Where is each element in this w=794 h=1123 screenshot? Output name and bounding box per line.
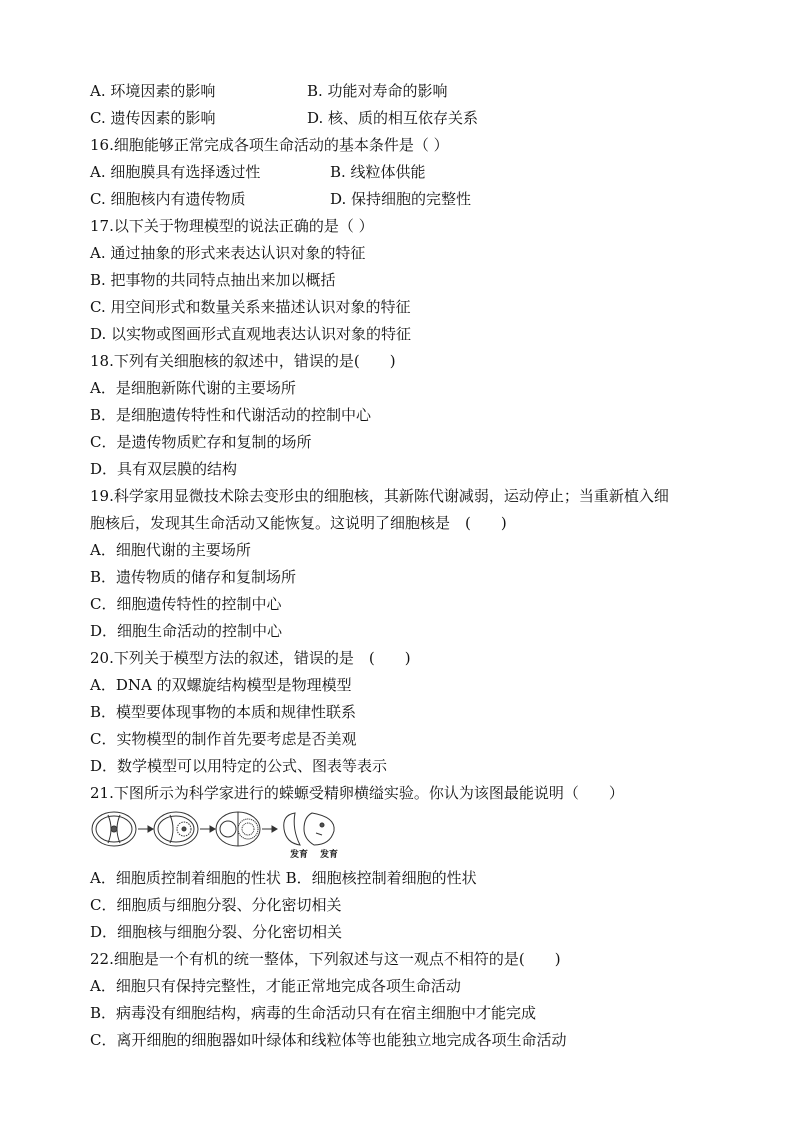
- q16-stem: 16.细胞能够正常完成各项生命活动的基本条件是（ ）: [90, 136, 449, 154]
- q22-option-b[interactable]: B．病毒没有细胞结构，病毒的生命活动只有在宿主细胞中才能完成: [90, 1004, 537, 1022]
- experiment-diagram: [90, 809, 360, 849]
- q16-options-row-2: [90, 186, 720, 213]
- q19-stem-line-1: 19.科学家用显微技术除去变形虫的细胞核，其新陈代谢减弱，运动停止；当重新植入细: [90, 487, 669, 505]
- stage-4-halves-icon: [284, 813, 334, 845]
- q19-option-b[interactable]: B．遗传物质的储存和复制场所: [90, 568, 297, 586]
- stage-1-egg-icon: [92, 812, 136, 846]
- q20-option-c[interactable]: C．实物模型的制作首先要考虑是否美观: [90, 730, 357, 748]
- q22-option-c[interactable]: C．离开细胞的细胞器如叶绿体和线粒体等也能独立地完成各项生命活动: [90, 1031, 567, 1049]
- q15-option-c[interactable]: C. 遗传因素的影响: [90, 109, 216, 127]
- q16-option-c[interactable]: C. 细胞核内有遗传物质: [90, 190, 246, 208]
- figure-label-develop-left: 发育: [290, 850, 309, 860]
- q18-option-d[interactable]: D．具有双层膜的结构: [90, 460, 238, 478]
- q16-option-b[interactable]: B. 线粒体供能: [330, 163, 426, 181]
- q21-option-ab[interactable]: A．细胞质控制着细胞的性状 B．细胞核控制着细胞的性状: [90, 869, 477, 887]
- q22-option-a[interactable]: A．细胞只有保持完整性，才能正常地完成各项生命活动: [90, 977, 461, 995]
- q21-option-d[interactable]: D．细胞核与细胞分裂、分化密切相关: [90, 923, 343, 941]
- q18-option-c[interactable]: C．是遗传物质贮存和复制的场所: [90, 433, 312, 451]
- arrow-icon: [138, 826, 153, 832]
- q17-option-c[interactable]: C. 用空间形式和数量关系来描述认识对象的特征: [90, 298, 411, 316]
- q21-stem: 21.下图所示为科学家进行的蝾螈受精卵横缢实验。你认为该图最能说明（ ）: [90, 784, 624, 802]
- q22-stem: 22.细胞是一个有机的统一整体，下列叙述与这一观点不相符的是( ): [90, 950, 561, 968]
- q19-option-c[interactable]: C．细胞遗传特性的控制中心: [90, 595, 282, 613]
- q19-stem-line-2: 胞核后，发现其生命活动又能恢复。这说明了细胞核是 ( ): [90, 514, 507, 532]
- q15-option-a[interactable]: A. 环境因素的影响: [90, 82, 216, 100]
- q15-options-row-2: [90, 105, 720, 132]
- stage-3-egg-icon: [216, 812, 260, 846]
- q18-option-b[interactable]: B．是细胞遗传特性和代谢活动的控制中心: [90, 406, 372, 424]
- q17-option-a[interactable]: A. 通过抽象的形式来表达认识对象的特征: [90, 244, 366, 262]
- arrow-icon: [262, 826, 277, 832]
- figure-label-develop-right: 发育: [320, 850, 339, 860]
- q16-option-d[interactable]: D. 保持细胞的完整性: [330, 190, 472, 208]
- q19-option-d[interactable]: D．细胞生命活动的控制中心: [90, 622, 283, 640]
- question-list: [90, 78, 720, 1054]
- q15-option-d[interactable]: D. 核、质的相互依存关系: [307, 109, 479, 127]
- q18-stem: 18.下列有关细胞核的叙述中，错误的是( ): [90, 352, 396, 370]
- newt-egg-constriction-figure: [90, 807, 720, 865]
- q15-option-b[interactable]: B. 功能对寿命的影响: [307, 82, 448, 100]
- arrow-icon: [200, 826, 215, 832]
- q21-option-c[interactable]: C．细胞质与细胞分裂、分化密切相关: [90, 896, 342, 914]
- q16-options-row-1: [90, 159, 720, 186]
- q20-stem: 20.下列关于模型方法的叙述，错误的是 ( ): [90, 649, 411, 667]
- q17-stem: 17.以下关于物理模型的说法正确的是（ ）: [90, 217, 374, 235]
- q17-option-b[interactable]: B. 把事物的共同特点抽出来加以概括: [90, 271, 336, 289]
- q19-option-a[interactable]: A．细胞代谢的主要场所: [90, 541, 251, 559]
- q20-option-a[interactable]: A．DNA 的双螺旋结构模型是物理模型: [90, 676, 352, 694]
- q20-option-d[interactable]: D．数学模型可以用特定的公式、图表等表示: [90, 757, 388, 775]
- q20-option-b[interactable]: B．模型要体现事物的本质和规律性联系: [90, 703, 357, 721]
- q17-option-d[interactable]: D. 以实物或图画形式直观地表达认识对象的特征: [90, 325, 412, 343]
- stage-2-egg-icon: [154, 812, 198, 846]
- q15-options-row-1: [90, 78, 720, 105]
- q16-option-a[interactable]: A. 细胞膜具有选择透过性: [90, 163, 261, 181]
- q18-option-a[interactable]: A．是细胞新陈代谢的主要场所: [90, 379, 296, 397]
